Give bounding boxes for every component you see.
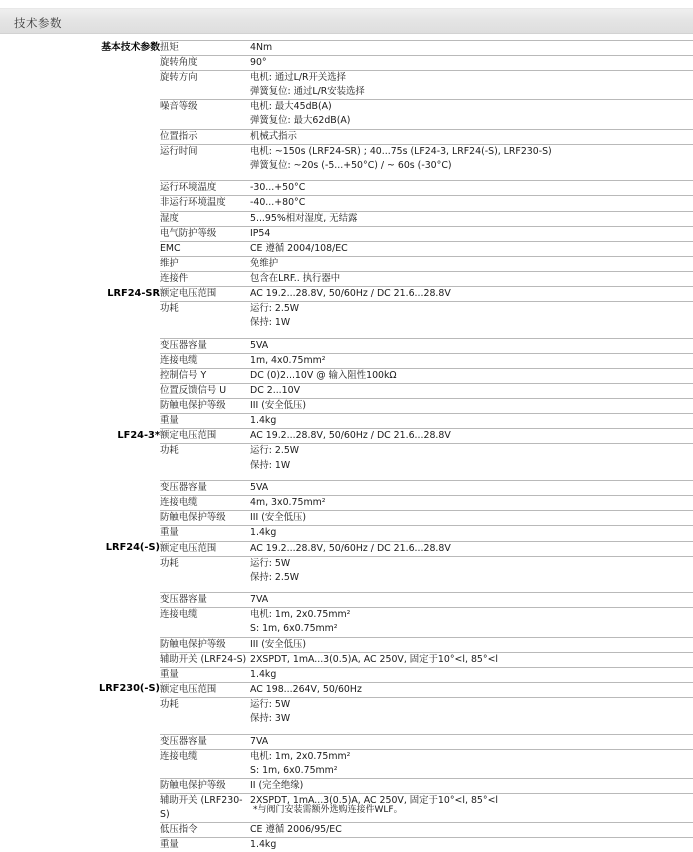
spec-label — [160, 459, 250, 473]
spec-label: 连接件 — [160, 271, 250, 286]
spec-value: CE 遵循 2004/108/EC — [250, 241, 693, 256]
table-spacer-row — [0, 173, 693, 181]
spec-label: 非运行环境温度 — [160, 196, 250, 211]
spec-group-spacer — [0, 414, 160, 429]
spec-group-name: LRF24-SR — [0, 287, 160, 302]
table-row — [0, 838, 693, 852]
table-row — [0, 652, 693, 667]
spec-label — [160, 85, 250, 100]
table-row — [0, 41, 693, 56]
spec-value: 弹簧复位: 通过L/R安装选择 — [250, 85, 693, 100]
spec-group-spacer — [0, 71, 160, 86]
spec-group-spacer — [0, 764, 160, 779]
spec-group-spacer — [0, 593, 160, 608]
table-row — [0, 778, 693, 793]
spec-label: 额定电压范围 — [160, 682, 250, 697]
spec-value: 电机: ~150s (LRF24-SR) ; 40...75s (LF24-3, LRF24(-S), LRF230-S) — [250, 144, 693, 159]
spec-group-spacer — [0, 338, 160, 353]
table-spacer-row — [0, 585, 693, 593]
spec-label: 连接电缆 — [160, 496, 250, 511]
table-row — [0, 429, 693, 444]
technical-specifications-table — [0, 40, 693, 852]
spec-value: 保持: 3W — [250, 712, 693, 726]
spec-value: -30...+50°C — [250, 181, 693, 196]
spec-label: 重量 — [160, 526, 250, 541]
spec-value: 包含在LRF.. 执行器中 — [250, 271, 693, 286]
spec-value: III (安全低压) — [250, 399, 693, 414]
spec-label: 防触电保护等级 — [160, 511, 250, 526]
spec-value: 5VA — [250, 481, 693, 496]
spec-label: 功耗 — [160, 444, 250, 459]
spec-group-spacer — [0, 129, 160, 144]
spec-group-spacer — [0, 159, 160, 173]
spec-group-spacer — [0, 226, 160, 241]
spec-label: 额定电压范围 — [160, 429, 250, 444]
spec-group-spacer — [0, 749, 160, 764]
spec-value: S: 1m, 6x0.75mm² — [250, 764, 693, 779]
spec-group-spacer — [0, 622, 160, 637]
spec-group-spacer — [0, 496, 160, 511]
spec-label: 位置指示 — [160, 129, 250, 144]
table-row — [0, 459, 693, 473]
spec-group-name: LF24-3* — [0, 429, 160, 444]
spec-group-spacer — [0, 652, 160, 667]
spec-group-spacer — [0, 316, 160, 330]
spec-group-spacer — [0, 144, 160, 159]
spec-label: 变压器容量 — [160, 338, 250, 353]
spec-label: 维护 — [160, 256, 250, 271]
spec-value: 5...95%相对湿度, 无结露 — [250, 211, 693, 226]
spec-value: 5VA — [250, 338, 693, 353]
spec-value: 1.4kg — [250, 838, 693, 852]
spec-group-name: LRF24(-S) — [0, 541, 160, 556]
spec-value: 1m, 4x0.75mm² — [250, 353, 693, 368]
spec-label: 辅助开关 (LRF230-S) — [160, 794, 250, 823]
spec-label: EMC — [160, 241, 250, 256]
table-row — [0, 338, 693, 353]
spec-group-spacer — [0, 302, 160, 317]
spec-label: 变压器容量 — [160, 734, 250, 749]
spec-label: 低压指令 — [160, 823, 250, 838]
spec-group-spacer — [0, 556, 160, 571]
spec-group-name: 基本技术参数 — [0, 41, 160, 56]
spec-value: 保持: 1W — [250, 316, 693, 330]
spec-group-spacer — [0, 181, 160, 196]
table-spacer-row — [0, 473, 693, 481]
spec-group-name: LRF230(-S) — [0, 682, 160, 697]
spec-label: 运行时间 — [160, 144, 250, 159]
table-row — [0, 287, 693, 302]
table-row — [0, 571, 693, 585]
table-row — [0, 129, 693, 144]
spec-label: 湿度 — [160, 211, 250, 226]
spec-group-spacer — [0, 384, 160, 399]
spec-group-spacer — [0, 196, 160, 211]
spec-group-spacer — [0, 778, 160, 793]
spec-group-spacer — [0, 697, 160, 712]
table-row — [0, 764, 693, 779]
spec-label: 重量 — [160, 414, 250, 429]
table-row — [0, 71, 693, 86]
page-title: 技术参数 — [14, 15, 62, 31]
spec-value: 运行: 5W — [250, 697, 693, 712]
table-row — [0, 399, 693, 414]
table-row — [0, 496, 693, 511]
table-row — [0, 414, 693, 429]
spec-group-spacer — [0, 444, 160, 459]
table-row — [0, 697, 693, 712]
spec-value: 保持: 1W — [250, 459, 693, 473]
spec-group-spacer — [0, 794, 160, 823]
table-row — [0, 823, 693, 838]
spec-label — [160, 712, 250, 726]
table-row — [0, 526, 693, 541]
spec-value: 运行: 2.5W — [250, 302, 693, 317]
table-row — [0, 682, 693, 697]
spec-value: AC 19.2...28.8V, 50/60Hz / DC 21.6...28.8V — [250, 287, 693, 302]
spec-label — [160, 571, 250, 585]
spec-group-spacer — [0, 100, 160, 115]
table-row — [0, 556, 693, 571]
spec-group-spacer — [0, 271, 160, 286]
table-row — [0, 608, 693, 623]
spec-group-spacer — [0, 608, 160, 623]
spec-label: 噪音等级 — [160, 100, 250, 115]
spec-group-spacer — [0, 823, 160, 838]
spec-group-spacer — [0, 368, 160, 383]
spec-label: 重量 — [160, 667, 250, 682]
spec-value: -40...+80°C — [250, 196, 693, 211]
table-row — [0, 100, 693, 115]
spec-label: 电气防护等级 — [160, 226, 250, 241]
spec-label: 防触电保护等级 — [160, 637, 250, 652]
spec-label: 旋转方向 — [160, 71, 250, 86]
spec-group-spacer — [0, 838, 160, 852]
table-row — [0, 637, 693, 652]
table-row — [0, 353, 693, 368]
spec-value: 弹簧复位: ~20s (-5...+50°C) / ~ 60s (-30°C) — [250, 159, 693, 173]
spec-value: 2XSPDT, 1mA...3(0.5)A, AC 250V, 固定于10°<l, 85°<l — [250, 652, 693, 667]
table-spacer-row — [0, 330, 693, 338]
table-row — [0, 622, 693, 637]
spec-label: 辅助开关 (LRF24-S) — [160, 652, 250, 667]
spec-value: 1.4kg — [250, 414, 693, 429]
spec-value: AC 19.2...28.8V, 50/60Hz / DC 21.6...28.8V — [250, 429, 693, 444]
table-row — [0, 368, 693, 383]
table-row — [0, 511, 693, 526]
table-row — [0, 444, 693, 459]
table-row — [0, 196, 693, 211]
table-row — [0, 256, 693, 271]
spec-label: 运行环境温度 — [160, 181, 250, 196]
spec-group-spacer — [0, 241, 160, 256]
spec-group-spacer — [0, 734, 160, 749]
spec-value: 90° — [250, 56, 693, 71]
spec-label: 位置反馈信号 U — [160, 384, 250, 399]
table-row — [0, 56, 693, 71]
spec-label: 防触电保护等级 — [160, 778, 250, 793]
spec-label: 功耗 — [160, 302, 250, 317]
spec-value: AC 198...264V, 50/60Hz — [250, 682, 693, 697]
spec-group-spacer — [0, 85, 160, 100]
spec-value: 2XSPDT, 1mA...3(0.5)A, AC 250V, 固定于10°<l, 85°<l — [250, 794, 693, 823]
spec-value: 7VA — [250, 734, 693, 749]
spec-value: DC (0)2...10V @ 输入阻性100kΩ — [250, 368, 693, 383]
spec-value: 1.4kg — [250, 526, 693, 541]
spec-label: 连接电缆 — [160, 608, 250, 623]
table-row — [0, 144, 693, 159]
table-row — [0, 271, 693, 286]
spec-label — [160, 114, 250, 129]
spec-label: 防触电保护等级 — [160, 399, 250, 414]
spec-group-spacer — [0, 667, 160, 682]
spec-group-spacer — [0, 211, 160, 226]
spec-label: 旋转角度 — [160, 56, 250, 71]
spec-label: 变压器容量 — [160, 481, 250, 496]
spec-group-spacer — [0, 526, 160, 541]
footnote-text: *与阀门安装需额外选购连接件WLF。 — [253, 802, 403, 815]
table-row — [0, 712, 693, 726]
table-row — [0, 734, 693, 749]
table-row — [0, 316, 693, 330]
spec-value: III (安全低压) — [250, 637, 693, 652]
spec-label: 扭矩 — [160, 41, 250, 56]
spec-value: III (安全低压) — [250, 511, 693, 526]
spec-label — [160, 622, 250, 637]
spec-value: 保持: 2.5W — [250, 571, 693, 585]
spec-group-spacer — [0, 459, 160, 473]
table-row — [0, 667, 693, 682]
spec-value: AC 19.2...28.8V, 50/60Hz / DC 21.6...28.8V — [250, 541, 693, 556]
spec-label — [160, 159, 250, 173]
spec-label: 功耗 — [160, 697, 250, 712]
spec-value: 弹簧复位: 最大62dB(A) — [250, 114, 693, 129]
spec-value: II (完全绝缘) — [250, 778, 693, 793]
table-row — [0, 114, 693, 129]
spec-group-spacer — [0, 571, 160, 585]
spec-value: 4Nm — [250, 41, 693, 56]
spec-group-spacer — [0, 399, 160, 414]
spec-value: 4m, 3x0.75mm² — [250, 496, 693, 511]
table-row — [0, 384, 693, 399]
table-row — [0, 211, 693, 226]
spec-value: 7VA — [250, 593, 693, 608]
spec-label: 变压器容量 — [160, 593, 250, 608]
spec-value: IP54 — [250, 226, 693, 241]
spec-label: 重量 — [160, 838, 250, 852]
spec-group-spacer — [0, 481, 160, 496]
spec-group-spacer — [0, 114, 160, 129]
spec-value: S: 1m, 6x0.75mm² — [250, 622, 693, 637]
spec-label: 控制信号 Y — [160, 368, 250, 383]
table-row — [0, 226, 693, 241]
spec-group-spacer — [0, 637, 160, 652]
table-row — [0, 541, 693, 556]
table-row — [0, 181, 693, 196]
table-spacer-row — [0, 726, 693, 734]
spec-label: 额定电压范围 — [160, 287, 250, 302]
table-row — [0, 593, 693, 608]
spec-group-spacer — [0, 511, 160, 526]
spec-value: 电机: 1m, 2x0.75mm² — [250, 608, 693, 623]
section-header-bar — [0, 8, 693, 34]
table-row — [0, 481, 693, 496]
spec-label — [160, 764, 250, 779]
spec-value: 运行: 5W — [250, 556, 693, 571]
spec-value: 机械式指示 — [250, 129, 693, 144]
spec-label: 连接电缆 — [160, 749, 250, 764]
table-row — [0, 749, 693, 764]
spec-label — [160, 316, 250, 330]
spec-value: CE 遵循 2006/95/EC — [250, 823, 693, 838]
table-row — [0, 159, 693, 173]
spec-value: 运行: 2.5W — [250, 444, 693, 459]
spec-table-body — [0, 41, 693, 852]
spec-group-spacer — [0, 712, 160, 726]
spec-value: 电机: 1m, 2x0.75mm² — [250, 749, 693, 764]
spec-value: 1.4kg — [250, 667, 693, 682]
spec-value: 电机: 最大45dB(A) — [250, 100, 693, 115]
table-row — [0, 85, 693, 100]
spec-value: 电机: 通过L/R开关选择 — [250, 71, 693, 86]
spec-label: 连接电缆 — [160, 353, 250, 368]
spec-group-spacer — [0, 353, 160, 368]
spec-label: 功耗 — [160, 556, 250, 571]
table-row — [0, 302, 693, 317]
spec-group-spacer — [0, 256, 160, 271]
spec-value: DC 2...10V — [250, 384, 693, 399]
spec-label: 额定电压范围 — [160, 541, 250, 556]
spec-group-spacer — [0, 56, 160, 71]
table-row — [0, 241, 693, 256]
spec-value: 免维护 — [250, 256, 693, 271]
